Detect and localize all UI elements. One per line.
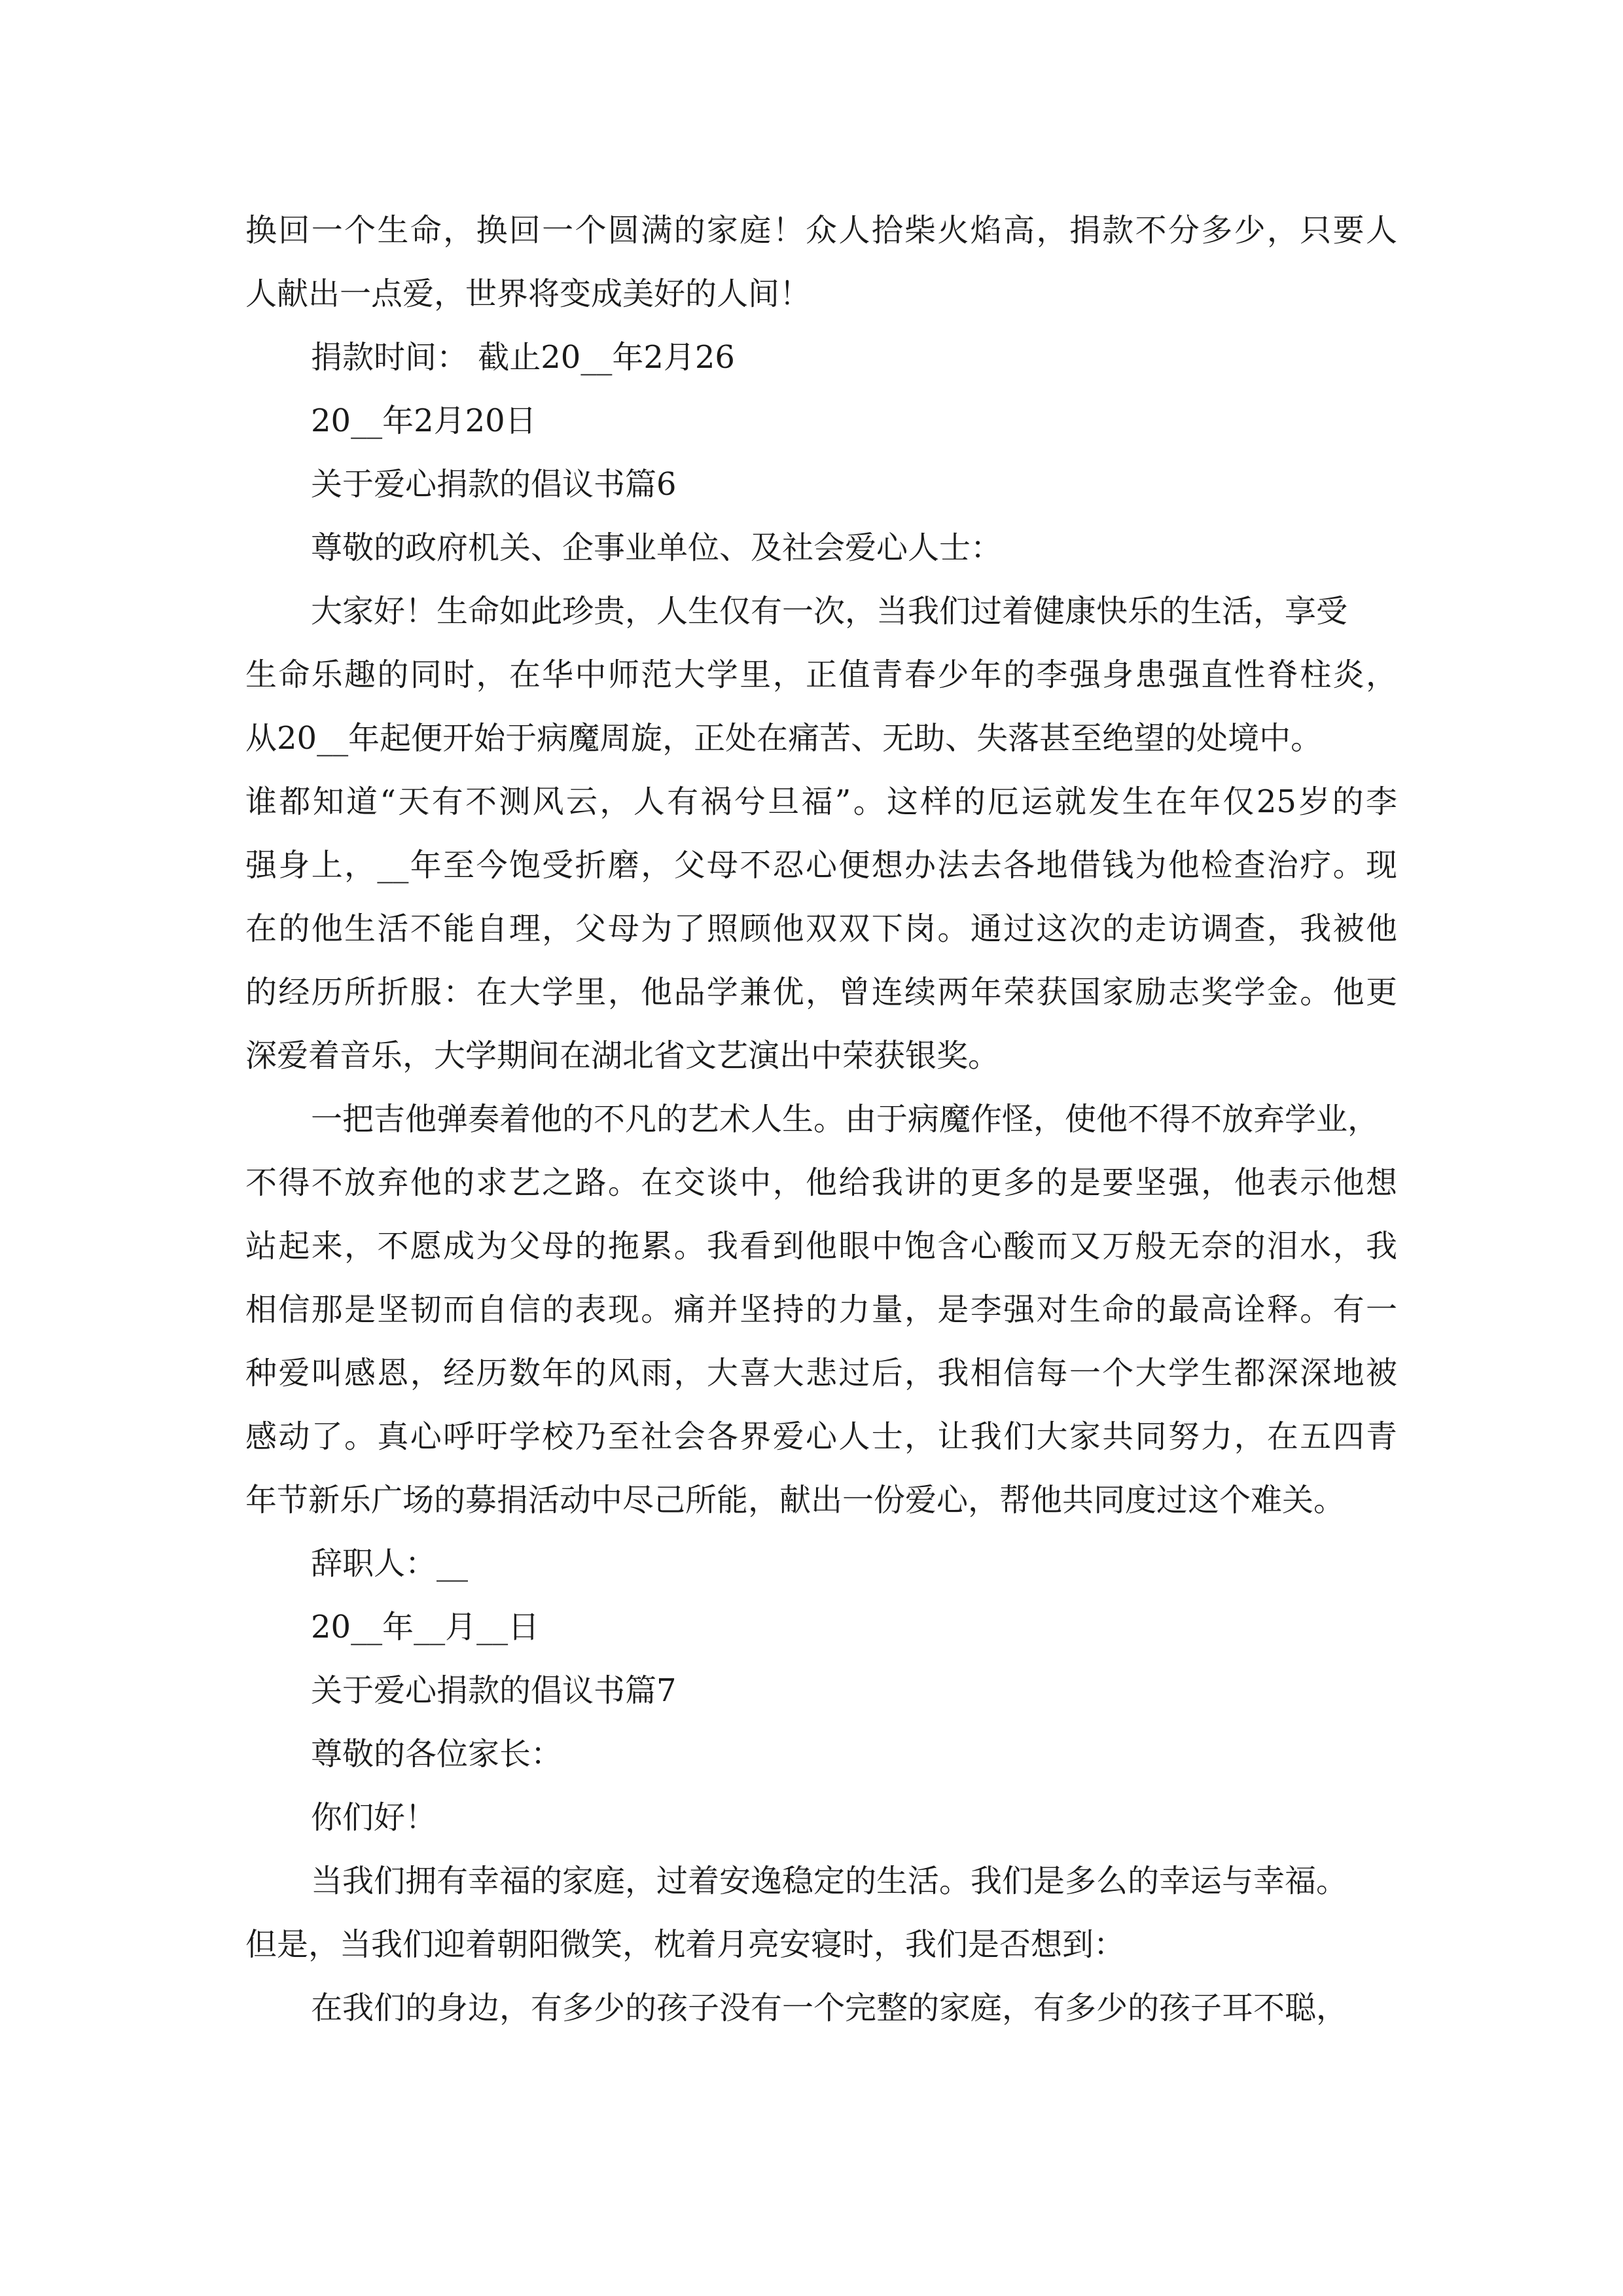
salutation: 尊敬的政府机关、企事业单位、及社会爱心人士： bbox=[311, 529, 1003, 566]
body-line: 大家好！生命如此珍贵，人生仅有一次，当我们过着健康快乐的生活，享受 bbox=[311, 593, 1348, 630]
body-line: 但是，当我们迎着朝阳微笑，枕着月亮安寝时，我们是否想到： bbox=[245, 1926, 1126, 1963]
body-line: 不得不放弃他的求艺之路。在交谈中，他给我讲的更多的是要坚强，他表示他想 bbox=[245, 1164, 1397, 1201]
greeting: 你们好！ bbox=[311, 1799, 437, 1836]
date-line: 20__年2月20日 bbox=[311, 403, 537, 439]
body-line: 谁都知道“天有不测风云，人有祸兮旦福”。这样的厄运就发生在年仅25岁的李 bbox=[245, 783, 1397, 820]
donation-time: 捐款时间： 截止20__年2月26 bbox=[311, 339, 735, 376]
body-line: 从20__年起便开始于病魔周旋，正处在痛苦、无助、失落甚至绝望的处境中。 bbox=[245, 720, 1323, 757]
date-line: 20__年__月__日 bbox=[311, 1609, 540, 1645]
body-line: 当我们拥有幸福的家庭，过着安逸稳定的生活。我们是多么的幸运与幸福。 bbox=[311, 1863, 1348, 1899]
body-line: 换回一个生命，换回一个圆满的家庭！众人拾柴火焰高，捐款不分多少，只要人 bbox=[245, 212, 1397, 249]
body-line: 一把吉他弹奏着他的不凡的艺术人生。由于病魔作怪，使他不得不放弃学业， bbox=[311, 1101, 1380, 1138]
body-line: 站起来，不愿成为父母的拖累。我看到他眼中饱含心酸而又万般无奈的泪水，我 bbox=[245, 1228, 1397, 1265]
salutation: 尊敬的各位家长： bbox=[311, 1736, 563, 1772]
signature-line: 辞职人：__ bbox=[311, 1545, 469, 1582]
document-body bbox=[245, 199, 1397, 2040]
body-line: 生命乐趣的同时，在华中师范大学里，正值青春少年的李强身患强直性脊柱炎， bbox=[245, 656, 1397, 693]
body-line: 年节新乐广场的募捐活动中尽己所能，献出一份爱心，帮他共同度过这个难关。 bbox=[245, 1482, 1346, 1518]
body-line: 的经历所折服：在大学里，他品学兼优，曾连续两年荣获国家励志奖学金。他更 bbox=[245, 974, 1397, 1011]
body-line: 人献出一点爱，世界将变成美好的人间！ bbox=[245, 276, 812, 312]
body-line: 深爱着音乐，大学期间在湖北省文艺演出中荣获银奖。 bbox=[245, 1037, 1000, 1074]
body-line: 在我们的身边，有多少的孩子没有一个完整的家庭，有多少的孩子耳不聪， bbox=[311, 1990, 1348, 2026]
body-line: 相信那是坚韧而自信的表现。痛并坚持的力量，是李强对生命的最高诠释。有一 bbox=[245, 1291, 1397, 1328]
body-line: 感动了。真心呼吁学校乃至社会各界爱心人士，让我们大家共同努力，在五四青 bbox=[245, 1418, 1397, 1455]
section-title: 关于爱心捐款的倡议书篇6 bbox=[311, 466, 677, 503]
section-title: 关于爱心捐款的倡议书篇7 bbox=[311, 1672, 677, 1709]
body-line: 种爱叫感恩，经历数年的风雨，大喜大悲过后，我相信每一个大学生都深深地被 bbox=[245, 1355, 1397, 1391]
body-line: 在的他生活不能自理，父母为了照顾他双双下岗。通过这次的走访调查，我被他 bbox=[245, 910, 1397, 947]
body-line: 强身上，__年至今饱受折磨，父母不忍心便想办法去各地借钱为他检查治疗。现 bbox=[245, 847, 1397, 884]
